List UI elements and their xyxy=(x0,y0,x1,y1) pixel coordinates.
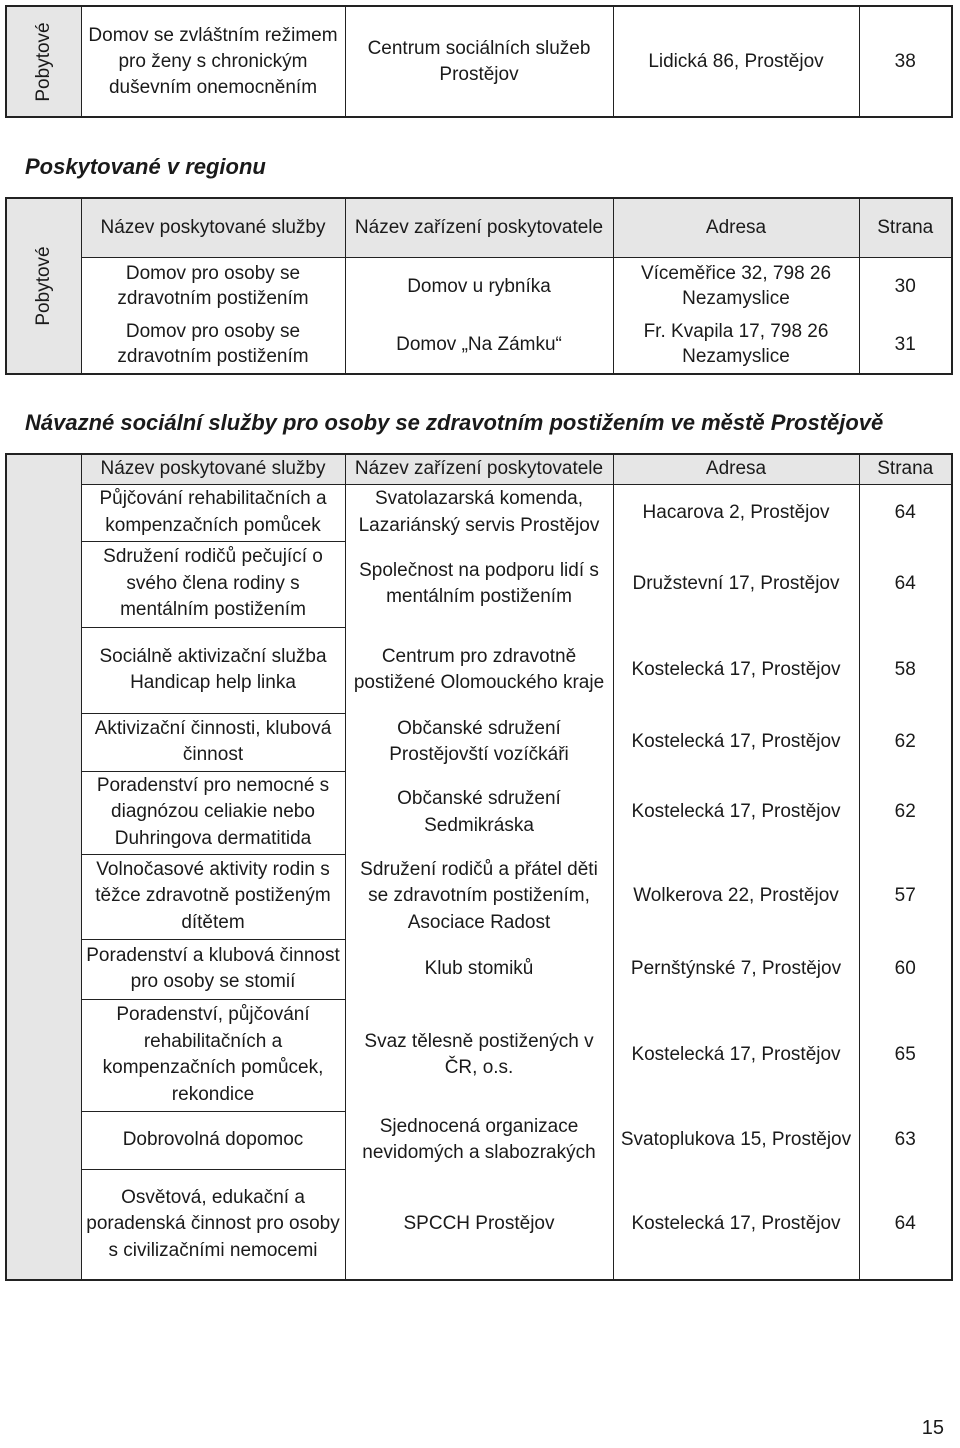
section-title-followup: Návazné sociální služby pro osoby se zdravotním postižením ve městě Prostějově xyxy=(25,410,884,435)
address-cell: Kostelecká 17, Prostějov xyxy=(613,771,859,854)
service-cell: Domov pro osoby se zdravotním postižením xyxy=(81,315,345,374)
table-row xyxy=(6,315,952,374)
address-cell: Svatoplukova 15, Prostějov xyxy=(613,1111,859,1169)
provider-cell: Občanské sdružení Prostějovští vozíčkáři xyxy=(345,713,613,771)
page-number: 15 xyxy=(921,1417,944,1439)
table-row xyxy=(6,1111,952,1169)
service-cell: Domov pro osoby se zdravotním postižením xyxy=(81,257,345,315)
page-cell: 65 xyxy=(859,999,952,1111)
table-header-row xyxy=(6,454,952,484)
header-page: Strana xyxy=(859,198,952,257)
provider-cell: Klub stomiků xyxy=(345,939,613,999)
address-cell: Kostelecká 17, Prostějov xyxy=(613,999,859,1111)
page-cell: 62 xyxy=(859,771,952,854)
service-cell: Sociálně aktivizační služba Handicap help linka xyxy=(81,627,345,713)
address-cell: Kostelecká 17, Prostějov xyxy=(613,1169,859,1280)
service-cell: Volnočasové aktivity rodin s těžce zdravotně postiženým dítětem xyxy=(81,854,345,939)
page-cell: 64 xyxy=(859,484,952,541)
address-cell: Kostelecká 17, Prostějov xyxy=(613,627,859,713)
page-cell: 60 xyxy=(859,939,952,999)
provider-cell: Domov u rybníka xyxy=(345,257,613,315)
table-header-row xyxy=(6,198,952,257)
service-cell: Osvětová, edukační a poradenská činnost pro osoby s civilizačními nemocemi xyxy=(81,1169,345,1280)
provider-cell: Svatolazarská komenda, Lazariánský servis Prostějov xyxy=(345,484,613,541)
address-cell: Lidická 86, Prostějov xyxy=(613,6,859,117)
table-row xyxy=(6,771,952,854)
page-cell: 31 xyxy=(859,315,952,374)
header-service: Název poskytované služby xyxy=(81,454,345,484)
header-page: Strana xyxy=(859,454,952,484)
page-cell: 62 xyxy=(859,713,952,771)
top-table xyxy=(5,5,953,118)
table-row xyxy=(6,999,952,1111)
provider-cell: Svaz tělesně postižených v ČR, o.s. xyxy=(345,999,613,1111)
header-service: Název poskytované služby xyxy=(81,198,345,257)
service-cell: Aktivizační činnosti, klubová činnost xyxy=(81,713,345,771)
table-row xyxy=(6,939,952,999)
table-row xyxy=(6,1169,952,1280)
regional-table xyxy=(5,197,953,375)
header-address: Adresa xyxy=(613,198,859,257)
page-cell: 58 xyxy=(859,627,952,713)
table-row xyxy=(6,484,952,541)
table-row xyxy=(6,257,952,315)
category-column xyxy=(6,454,81,1280)
service-cell: Poradenství a klubová činnost pro osoby se stomií xyxy=(81,939,345,999)
address-cell: Fr. Kvapila 17, 798 26 Nezamyslice xyxy=(613,315,859,374)
table-row xyxy=(6,854,952,939)
service-cell: Poradenství pro nemocné s diagnózou celiakie nebo Duhringova dermatitida xyxy=(81,771,345,854)
page-cell: 64 xyxy=(859,1169,952,1280)
address-cell: Víceměřice 32, 798 26 Nezamyslice xyxy=(613,257,859,315)
address-cell: Hacarova 2, Prostějov xyxy=(613,484,859,541)
provider-cell: Centrum pro zdravotně postižené Olomouckého kraje xyxy=(345,627,613,713)
service-cell: Domov se zvláštním režimem pro ženy s chronickým duševním onemocněním xyxy=(81,6,345,117)
category-label: Pobytové xyxy=(6,198,81,374)
address-cell: Kostelecká 17, Prostějov xyxy=(613,713,859,771)
table-row xyxy=(6,541,952,627)
page-cell: 30 xyxy=(859,257,952,315)
service-cell: Dobrovolná dopomoc xyxy=(81,1111,345,1169)
provider-cell: Centrum sociálních služeb Prostějov xyxy=(345,6,613,117)
address-cell: Wolkerova 22, Prostějov xyxy=(613,854,859,939)
provider-cell: Domov „Na Zámku“ xyxy=(345,315,613,374)
provider-cell: Sjednocená organizace nevidomých a slabozrakých xyxy=(345,1111,613,1169)
followup-table xyxy=(5,453,953,1281)
table-row xyxy=(6,6,952,117)
category-label: Pobytové xyxy=(6,6,81,117)
provider-cell: Společnost na podporu lidí s mentálním postižením xyxy=(345,541,613,627)
page-cell: 38 xyxy=(859,6,952,117)
header-address: Adresa xyxy=(613,454,859,484)
provider-cell: SPCCH Prostějov xyxy=(345,1169,613,1280)
page-cell: 57 xyxy=(859,854,952,939)
table-row xyxy=(6,713,952,771)
service-cell: Půjčování rehabilitačních a kompenzačních pomůcek xyxy=(81,484,345,541)
page-cell: 63 xyxy=(859,1111,952,1169)
header-provider: Název zařízení poskytovatele xyxy=(345,198,613,257)
provider-cell: Občanské sdružení Sedmikráska xyxy=(345,771,613,854)
page-cell: 64 xyxy=(859,541,952,627)
address-cell: Pernštýnské 7, Prostějov xyxy=(613,939,859,999)
section-title-regional: Poskytované v regionu xyxy=(25,154,266,179)
address-cell: Družstevní 17, Prostějov xyxy=(613,541,859,627)
table-row xyxy=(6,627,952,713)
provider-cell: Sdružení rodičů a přátel děti se zdravotním postižením, Asociace Radost xyxy=(345,854,613,939)
service-cell: Poradenství, půjčování rehabilitačních a kompenzačních pomůcek, rekondice xyxy=(81,999,345,1111)
header-provider: Název zařízení poskytovatele xyxy=(345,454,613,484)
service-cell: Sdružení rodičů pečující o svého člena rodiny s mentálním postižením xyxy=(81,541,345,627)
